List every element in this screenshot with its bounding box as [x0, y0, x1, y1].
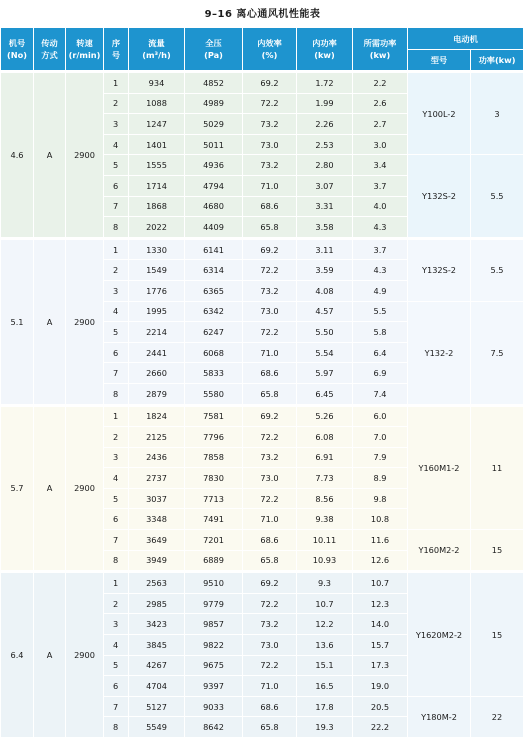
cell-seq: 3 [104, 281, 129, 302]
cell-pressure: 4936 [185, 155, 243, 176]
cell-internal-power: 16.5 [297, 676, 353, 697]
cell-pressure: 6314 [185, 260, 243, 281]
cell-efficiency: 71.0 [243, 509, 297, 530]
cell-drive: A [34, 571, 66, 738]
cell-motor-model: Y132-2 [408, 302, 471, 405]
cell-pressure: 7796 [185, 427, 243, 448]
cell-required-power: 5.8 [353, 322, 408, 343]
cell-pressure: 4852 [185, 71, 243, 94]
cell-pressure: 9397 [185, 676, 243, 697]
cell-efficiency: 73.2 [243, 281, 297, 302]
cell-efficiency: 68.6 [243, 530, 297, 551]
cell-seq: 5 [104, 656, 129, 677]
cell-efficiency: 69.2 [243, 571, 297, 594]
cell-flow: 3423 [129, 614, 185, 635]
cell-required-power: 22.2 [353, 717, 408, 738]
cell-internal-power: 10.11 [297, 530, 353, 551]
cell-drive: A [34, 405, 66, 572]
cell-motor-power: 15 [471, 530, 524, 571]
cell-internal-power: 4.08 [297, 281, 353, 302]
cell-efficiency: 65.8 [243, 551, 297, 572]
cell-efficiency: 73.0 [243, 302, 297, 323]
cell-flow: 1549 [129, 260, 185, 281]
cell-internal-power: 3.58 [297, 217, 353, 238]
header-seq: 序 号 [104, 28, 129, 71]
cell-internal-power: 5.50 [297, 322, 353, 343]
cell-flow: 1247 [129, 114, 185, 135]
cell-required-power: 7.0 [353, 427, 408, 448]
cell-efficiency: 72.2 [243, 656, 297, 677]
cell-seq: 2 [104, 594, 129, 615]
cell-flow: 3949 [129, 551, 185, 572]
cell-speed: 2900 [66, 238, 104, 405]
cell-efficiency: 73.2 [243, 155, 297, 176]
cell-required-power: 4.3 [353, 217, 408, 238]
cell-machine-no: 4.6 [1, 71, 34, 238]
cell-pressure: 9510 [185, 571, 243, 594]
table-row [1, 238, 524, 261]
cell-required-power: 8.9 [353, 468, 408, 489]
cell-motor-power: 5.5 [471, 238, 524, 302]
cell-flow: 2022 [129, 217, 185, 238]
table-row [1, 71, 524, 94]
cell-internal-power: 19.3 [297, 717, 353, 738]
cell-pressure: 6141 [185, 238, 243, 261]
cell-efficiency: 72.2 [243, 260, 297, 281]
table-row [1, 571, 524, 594]
cell-required-power: 7.4 [353, 384, 408, 405]
table-row [1, 405, 524, 428]
cell-internal-power: 7.73 [297, 468, 353, 489]
header-drive: 传动 方式 [34, 28, 66, 71]
cell-seq: 1 [104, 71, 129, 94]
cell-required-power: 2.6 [353, 94, 408, 115]
cell-pressure: 4409 [185, 217, 243, 238]
cell-internal-power: 9.38 [297, 509, 353, 530]
cell-pressure: 4680 [185, 197, 243, 218]
cell-flow: 2436 [129, 448, 185, 469]
header-motor-power: 功率(kw) [471, 50, 524, 71]
cell-seq: 8 [104, 384, 129, 405]
cell-pressure: 7581 [185, 405, 243, 428]
cell-internal-power: 2.80 [297, 155, 353, 176]
cell-seq: 7 [104, 363, 129, 384]
cell-seq: 4 [104, 302, 129, 323]
cell-required-power: 9.8 [353, 489, 408, 510]
cell-efficiency: 69.2 [243, 238, 297, 261]
cell-flow: 3845 [129, 635, 185, 656]
cell-flow: 5549 [129, 717, 185, 738]
cell-seq: 3 [104, 448, 129, 469]
cell-seq: 4 [104, 468, 129, 489]
cell-flow: 3037 [129, 489, 185, 510]
cell-efficiency: 72.2 [243, 489, 297, 510]
cell-pressure: 4794 [185, 176, 243, 197]
cell-internal-power: 12.2 [297, 614, 353, 635]
cell-internal-power: 6.91 [297, 448, 353, 469]
cell-efficiency: 72.2 [243, 427, 297, 448]
cell-motor-model: Y160M1-2 [408, 405, 471, 531]
header-speed: 转速 (r/min) [66, 28, 104, 71]
cell-drive: A [34, 71, 66, 238]
cell-required-power: 14.0 [353, 614, 408, 635]
cell-flow: 1401 [129, 135, 185, 156]
cell-pressure: 9779 [185, 594, 243, 615]
cell-motor-model: Y132S-2 [408, 238, 471, 302]
cell-required-power: 3.7 [353, 238, 408, 261]
cell-efficiency: 73.2 [243, 614, 297, 635]
cell-internal-power: 6.08 [297, 427, 353, 448]
cell-internal-power: 2.26 [297, 114, 353, 135]
header-pressure: 全压 (Pa) [185, 28, 243, 71]
fan-performance-table [1, 28, 524, 738]
cell-efficiency: 68.6 [243, 697, 297, 718]
cell-flow: 1330 [129, 238, 185, 261]
cell-required-power: 3.0 [353, 135, 408, 156]
cell-seq: 4 [104, 135, 129, 156]
cell-pressure: 7201 [185, 530, 243, 551]
cell-pressure: 7491 [185, 509, 243, 530]
cell-flow: 2879 [129, 384, 185, 405]
cell-efficiency: 71.0 [243, 343, 297, 364]
cell-pressure: 7858 [185, 448, 243, 469]
cell-required-power: 12.6 [353, 551, 408, 572]
cell-flow: 2214 [129, 322, 185, 343]
cell-machine-no: 6.4 [1, 571, 34, 738]
cell-pressure: 9033 [185, 697, 243, 718]
cell-motor-power: 7.5 [471, 302, 524, 405]
cell-flow: 1995 [129, 302, 185, 323]
header-flow: 流量 (m³/h) [129, 28, 185, 71]
cell-seq: 3 [104, 614, 129, 635]
cell-seq: 2 [104, 94, 129, 115]
cell-required-power: 2.2 [353, 71, 408, 94]
cell-pressure: 6342 [185, 302, 243, 323]
cell-pressure: 6889 [185, 551, 243, 572]
cell-seq: 2 [104, 260, 129, 281]
cell-flow: 4704 [129, 676, 185, 697]
cell-motor-power: 15 [471, 571, 524, 697]
cell-efficiency: 73.0 [243, 635, 297, 656]
cell-flow: 2441 [129, 343, 185, 364]
cell-required-power: 3.4 [353, 155, 408, 176]
cell-internal-power: 13.6 [297, 635, 353, 656]
cell-internal-power: 8.56 [297, 489, 353, 510]
cell-pressure: 5580 [185, 384, 243, 405]
cell-motor-model: Y160M2-2 [408, 530, 471, 571]
cell-required-power: 6.0 [353, 405, 408, 428]
cell-internal-power: 1.99 [297, 94, 353, 115]
cell-required-power: 3.7 [353, 176, 408, 197]
cell-flow: 1555 [129, 155, 185, 176]
table-header [1, 28, 524, 71]
cell-seq: 8 [104, 717, 129, 738]
cell-seq: 6 [104, 676, 129, 697]
cell-motor-model: Y100L-2 [408, 71, 471, 155]
cell-pressure: 5833 [185, 363, 243, 384]
cell-flow: 4267 [129, 656, 185, 677]
cell-machine-no: 5.7 [1, 405, 34, 572]
cell-seq: 8 [104, 217, 129, 238]
cell-machine-no: 5.1 [1, 238, 34, 405]
cell-seq: 7 [104, 697, 129, 718]
cell-pressure: 5011 [185, 135, 243, 156]
cell-required-power: 10.8 [353, 509, 408, 530]
cell-flow: 1868 [129, 197, 185, 218]
cell-efficiency: 73.2 [243, 448, 297, 469]
cell-internal-power: 3.07 [297, 176, 353, 197]
cell-seq: 6 [104, 343, 129, 364]
cell-efficiency: 73.0 [243, 135, 297, 156]
cell-efficiency: 69.2 [243, 71, 297, 94]
cell-required-power: 15.7 [353, 635, 408, 656]
cell-required-power: 2.7 [353, 114, 408, 135]
cell-efficiency: 68.6 [243, 197, 297, 218]
cell-required-power: 4.3 [353, 260, 408, 281]
cell-flow: 2985 [129, 594, 185, 615]
cell-flow: 2737 [129, 468, 185, 489]
cell-internal-power: 9.3 [297, 571, 353, 594]
cell-pressure: 8642 [185, 717, 243, 738]
cell-seq: 2 [104, 427, 129, 448]
cell-seq: 1 [104, 571, 129, 594]
cell-efficiency: 69.2 [243, 405, 297, 428]
cell-pressure: 5029 [185, 114, 243, 135]
cell-pressure: 4989 [185, 94, 243, 115]
cell-speed: 2900 [66, 571, 104, 738]
cell-internal-power: 5.97 [297, 363, 353, 384]
cell-internal-power: 3.11 [297, 238, 353, 261]
cell-required-power: 12.3 [353, 594, 408, 615]
cell-seq: 4 [104, 635, 129, 656]
cell-seq: 3 [104, 114, 129, 135]
cell-internal-power: 1.72 [297, 71, 353, 94]
cell-flow: 1714 [129, 176, 185, 197]
cell-seq: 7 [104, 197, 129, 218]
cell-pressure: 9822 [185, 635, 243, 656]
cell-speed: 2900 [66, 405, 104, 572]
cell-motor-model: Y180M-2 [408, 697, 471, 738]
cell-seq: 6 [104, 176, 129, 197]
cell-seq: 5 [104, 155, 129, 176]
header-motor: 电动机 [408, 28, 524, 50]
cell-efficiency: 71.0 [243, 676, 297, 697]
cell-required-power: 6.9 [353, 363, 408, 384]
cell-motor-power: 11 [471, 405, 524, 531]
cell-internal-power: 3.31 [297, 197, 353, 218]
table-body [1, 71, 524, 738]
cell-efficiency: 65.8 [243, 217, 297, 238]
cell-motor-power: 5.5 [471, 155, 524, 237]
cell-internal-power: 4.57 [297, 302, 353, 323]
cell-efficiency: 65.8 [243, 717, 297, 738]
cell-motor-model: Y1620M2-2 [408, 571, 471, 697]
cell-pressure: 6247 [185, 322, 243, 343]
cell-required-power: 11.6 [353, 530, 408, 551]
cell-pressure: 9857 [185, 614, 243, 635]
cell-drive: A [34, 238, 66, 405]
cell-required-power: 4.0 [353, 197, 408, 218]
cell-efficiency: 72.2 [243, 594, 297, 615]
cell-pressure: 6365 [185, 281, 243, 302]
cell-required-power: 17.3 [353, 656, 408, 677]
cell-seq: 5 [104, 322, 129, 343]
header-required-power: 所需功率 (kw) [353, 28, 408, 71]
header-efficiency: 内效率 (%) [243, 28, 297, 71]
cell-seq: 8 [104, 551, 129, 572]
cell-motor-power: 3 [471, 71, 524, 155]
cell-pressure: 7713 [185, 489, 243, 510]
cell-internal-power: 2.53 [297, 135, 353, 156]
cell-seq: 6 [104, 509, 129, 530]
cell-flow: 3348 [129, 509, 185, 530]
cell-flow: 2563 [129, 571, 185, 594]
cell-efficiency: 65.8 [243, 384, 297, 405]
cell-efficiency: 71.0 [243, 176, 297, 197]
cell-flow: 934 [129, 71, 185, 94]
cell-flow: 2125 [129, 427, 185, 448]
cell-efficiency: 72.2 [243, 322, 297, 343]
cell-flow: 2660 [129, 363, 185, 384]
cell-efficiency: 72.2 [243, 94, 297, 115]
cell-required-power: 20.5 [353, 697, 408, 718]
cell-internal-power: 3.59 [297, 260, 353, 281]
cell-motor-model: Y132S-2 [408, 155, 471, 237]
cell-internal-power: 10.7 [297, 594, 353, 615]
cell-required-power: 19.0 [353, 676, 408, 697]
cell-efficiency: 68.6 [243, 363, 297, 384]
cell-internal-power: 5.26 [297, 405, 353, 428]
cell-efficiency: 73.0 [243, 468, 297, 489]
cell-required-power: 10.7 [353, 571, 408, 594]
cell-required-power: 5.5 [353, 302, 408, 323]
cell-flow: 1776 [129, 281, 185, 302]
header-internal-power: 内功率 (kw) [297, 28, 353, 71]
header-machine-no: 机号 (No) [1, 28, 34, 71]
cell-flow: 1824 [129, 405, 185, 428]
cell-internal-power: 10.93 [297, 551, 353, 572]
cell-required-power: 7.9 [353, 448, 408, 469]
cell-seq: 7 [104, 530, 129, 551]
cell-flow: 1088 [129, 94, 185, 115]
cell-speed: 2900 [66, 71, 104, 238]
cell-internal-power: 5.54 [297, 343, 353, 364]
cell-internal-power: 6.45 [297, 384, 353, 405]
cell-internal-power: 15.1 [297, 656, 353, 677]
cell-flow: 5127 [129, 697, 185, 718]
cell-flow: 3649 [129, 530, 185, 551]
cell-seq: 1 [104, 238, 129, 261]
cell-motor-power: 22 [471, 697, 524, 738]
cell-pressure: 9675 [185, 656, 243, 677]
cell-required-power: 4.9 [353, 281, 408, 302]
header-motor-model: 型号 [408, 50, 471, 71]
table-title: 9–16 离心通风机性能表 [204, 9, 321, 20]
cell-seq: 5 [104, 489, 129, 510]
cell-efficiency: 73.2 [243, 114, 297, 135]
cell-pressure: 6068 [185, 343, 243, 364]
cell-internal-power: 17.8 [297, 697, 353, 718]
cell-seq: 1 [104, 405, 129, 428]
cell-required-power: 6.4 [353, 343, 408, 364]
cell-pressure: 7830 [185, 468, 243, 489]
